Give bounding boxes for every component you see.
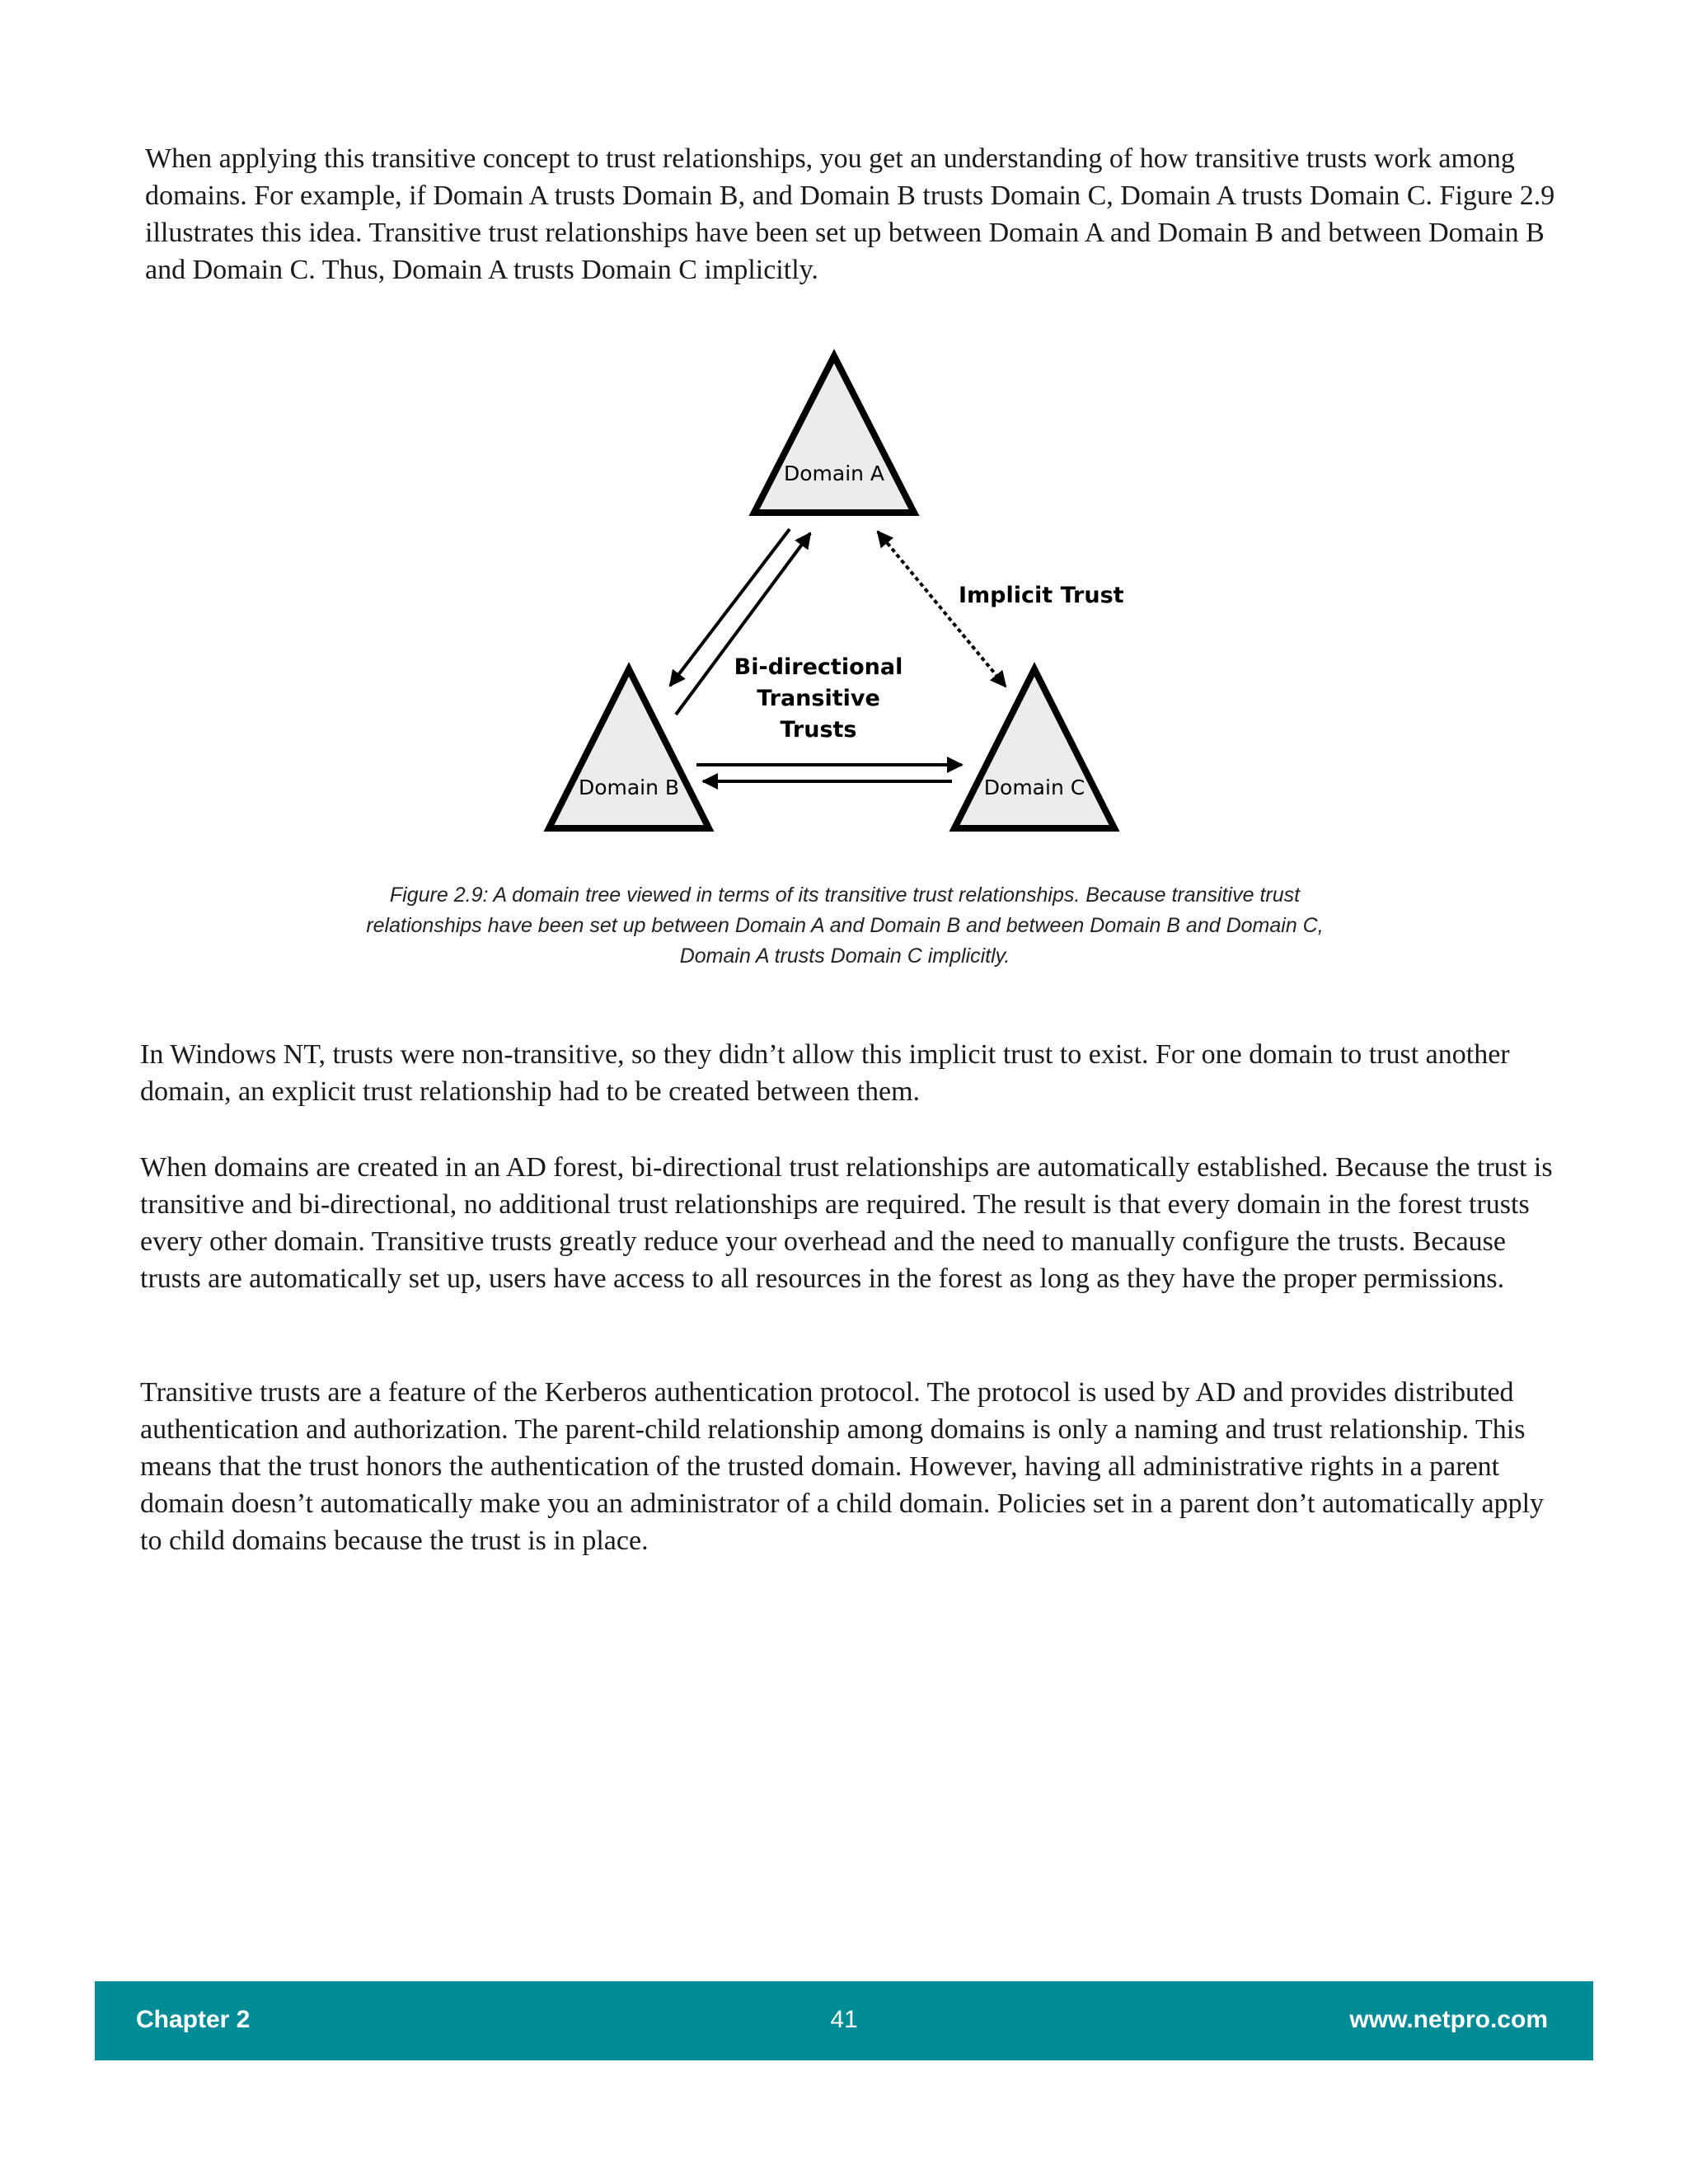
domain-a-label: Domain A [783,462,885,485]
domain-c-label: Domain C [983,776,1085,799]
page-footer [95,1981,1593,2060]
bidirectional-label-line1: Bi-directional [734,654,903,680]
ad-forest-paragraph: When domains are created in an AD forest, bi-directional trust relationships are automatically established. Because the trust is transitive and bi-directional, no additional trust relationships are required. The result is that every domain in the forest trusts every other domain. Transitive trusts greatly reduce your overhead and the need to manually configure the trusts. Because trusts are automatically set up, users have access to all resources in the forest as long as they have the proper permissions. [140,1152,1553,1294]
implicit-trust-label: Implicit Trust [959,583,1124,608]
bidirectional-label-line2: Transitive [757,686,880,711]
page-number: 41 [830,2006,858,2033]
footer-chapter: Chapter 2 [136,2006,251,2033]
domain-b-label: Domain B [578,776,680,799]
figure-caption: Figure 2.9: A domain tree viewed in terms of its transitive trust relationships. Because transitive trust relationships have been set up between Domain A and Domain B and between Domain B and Domain C, Domain A trusts Domain C implicitly. [366,883,1324,968]
windows-nt-paragraph: In Windows NT, trusts were non-transitive, so they didn’t allow this implicit trust to exist. For one domain to trust another domain, an explicit trust relationship had to be created between them. [140,1039,1510,1107]
domain-b-node [549,669,709,828]
domain-trust-figure [540,346,1133,841]
footer-website: www.netpro.com [1349,2006,1548,2033]
domain-c-node [954,669,1114,828]
intro-paragraph: When applying this transitive concept to trust relationships, you get an understanding of how transitive trusts work among domains. For example, if Domain A trusts Domain B, and Domain B trusts Domain C, Domain A trusts Domain C. Figure 2.9 illustrates this idea. Transitive trust relationships have been set up between Domain A and Domain B and between Domain B and Domain C. Thus, Domain A trusts Domain C implicitly. [145,143,1555,285]
kerberos-paragraph: Transitive trusts are a feature of the Kerberos authentication protocol. The protocol is used by AD and provides distributed authentication and authorization. The parent-child relationship among domains is only a naming and trust relationship. This means that the trust honors the authentication of the trusted domain. However, having all administrative rights in a parent domain doesn’t automatically make you an administrator of a child domain. Policies set in a parent don’t automatically apply to child domains because the trust is in place. [140,1377,1545,1556]
domain-a-node [754,356,914,513]
bidirectional-label-line3: Trusts [780,717,857,743]
